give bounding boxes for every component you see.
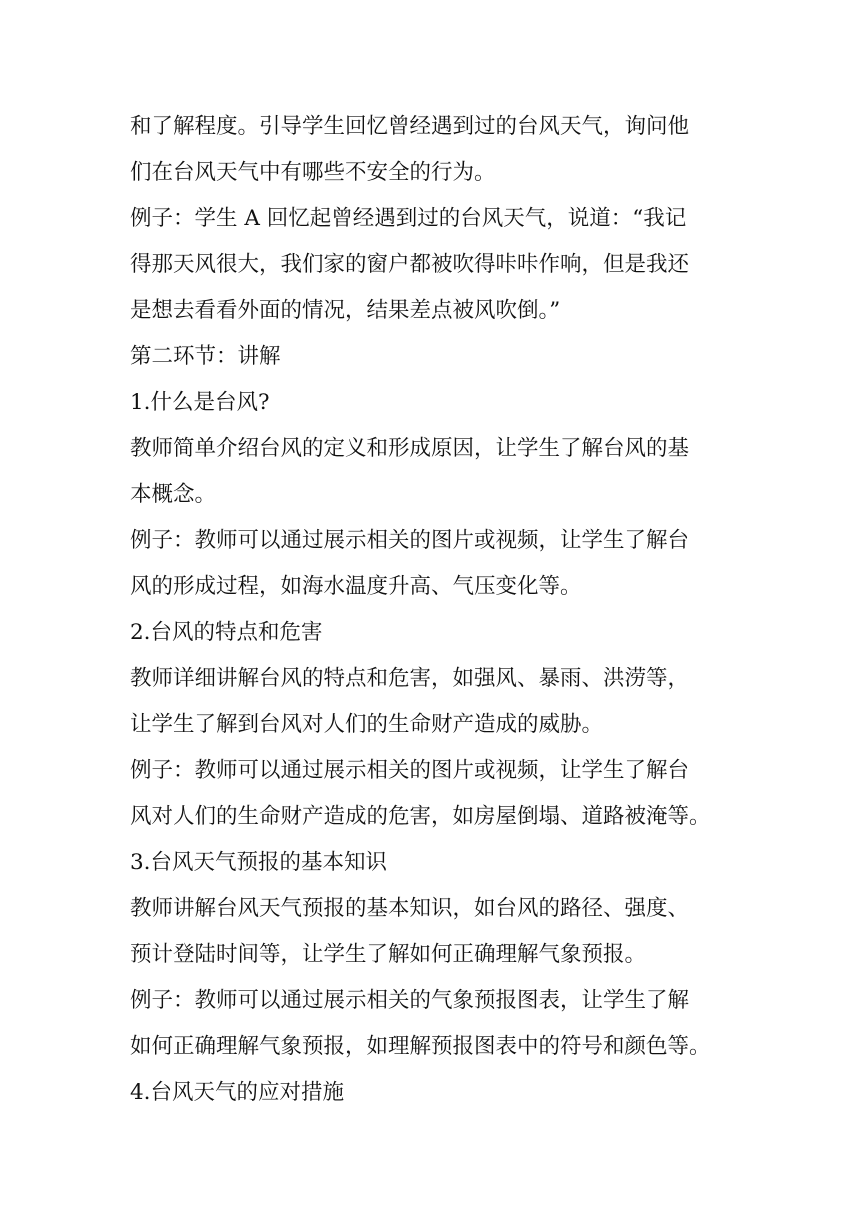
subsection-heading: 3.台风天气预报的基本知识 [130, 850, 388, 875]
text-line: 本概念。 [130, 482, 217, 507]
subsection-heading: 4.台风天气的应对措施 [130, 1080, 345, 1105]
text-line: 风对人们的生命财产造成的危害，如房屋倒塌、道路被淹等。 [130, 804, 711, 829]
text-line: 教师讲解台风天气预报的基本知识，如台风的路径、强度、 [130, 896, 690, 921]
subsection-heading: 2.台风的特点和危害 [130, 620, 323, 645]
text-line: 让学生了解到台风对人们的生命财产造成的威胁。 [130, 712, 604, 737]
text-line: 们在台风天气中有哪些不安全的行为。 [130, 160, 496, 185]
text-line: 例子：教师可以通过展示相关的图片或视频，让学生了解台 [130, 758, 690, 783]
body-text [130, 104, 750, 1116]
text-line: 例子：学生 A 回忆起曾经遇到过的台风天气，说道：“我记 [130, 206, 687, 231]
text-line: 教师详细讲解台风的特点和危害，如强风、暴雨、洪涝等， [130, 666, 690, 691]
subsection-heading: 1.什么是台风? [130, 390, 270, 415]
text-line: 风的形成过程，如海水温度升高、气压变化等。 [130, 574, 582, 599]
text-line: 是想去看看外面的情况，结果差点被风吹倒。” [130, 298, 561, 323]
text-line: 例子：教师可以通过展示相关的图片或视频，让学生了解台 [130, 528, 690, 553]
text-line: 预计登陆时间等，让学生了解如何正确理解气象预报。 [130, 942, 647, 967]
text-line: 教师简单介绍台风的定义和形成原因，让学生了解台风的基 [130, 436, 690, 461]
text-line: 和了解程度。引导学生回忆曾经遇到过的台风天气，询问他 [130, 114, 690, 139]
text-line: 如何正确理解气象预报，如理解预报图表中的符号和颜色等。 [130, 1034, 711, 1059]
section-heading: 第二环节：讲解 [130, 344, 281, 369]
text-line: 例子：教师可以通过展示相关的气象预报图表，让学生了解 [130, 988, 690, 1013]
text-line: 得那天风很大，我们家的窗户都被吹得咔咔作响，但是我还 [130, 252, 690, 277]
